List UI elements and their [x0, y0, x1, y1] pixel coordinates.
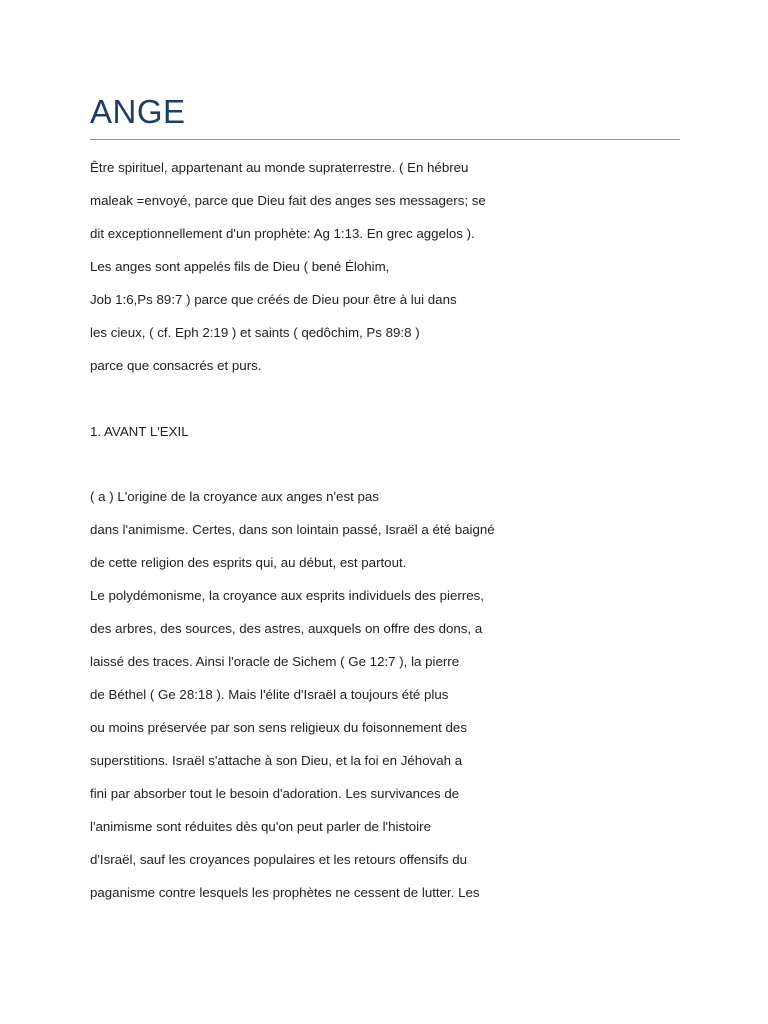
section-line-1: ( a ) L'origine de la croyance aux anges n'est pas	[90, 489, 379, 504]
title-divider	[90, 139, 680, 140]
section-line-3: de cette religion des esprits qui, au début, est partout.	[90, 555, 407, 570]
intro-line-3: dit exceptionnellement d'un prophète: Ag 1:13. En grec aggelos ).	[90, 226, 475, 241]
section-line-7: de Béthel ( Ge 28:18 ). Mais l'élite d'Israël a toujours été plus	[90, 687, 449, 702]
section-line-13: paganisme contre lesquels les prophètes ne cessent de lutter. Les	[90, 885, 480, 900]
section-line-10: fini par absorber tout le besoin d'adoration. Les survivances de	[90, 786, 460, 801]
intro-line-6: les cieux, ( cf. Eph 2:19 ) et saints ( qedôchim, Ps 89:8 )	[90, 325, 420, 340]
intro-line-5: Job 1:6,Ps 89:7 ) parce que créés de Dieu pour être à lui dans	[90, 292, 457, 307]
intro-line-1: Être spirituel, appartenant au monde supraterrestre. ( En hébreu	[90, 160, 469, 175]
intro-line-4: Les anges sont appelés fils de Dieu ( bené Élohim,	[90, 259, 390, 274]
section-line-9: superstitions. Israël s'attache à son Dieu, et la foi en Jéhovah a	[90, 753, 463, 768]
section-line-2: dans l'animisme. Certes, dans son lointain passé, Israël a été baigné	[90, 522, 495, 537]
section-line-6: laissé des traces. Ainsi l'oracle de Sichem ( Ge 12:7 ), la pierre	[90, 654, 460, 669]
section-line-5: des arbres, des sources, des astres, auxquels on offre des dons, a	[90, 621, 483, 636]
section-line-11: l'animisme sont réduites dès qu'on peut parler de l'histoire	[90, 819, 431, 834]
section-line-8: ou moins préservée par son sens religieux du foisonnement des	[90, 720, 467, 735]
section-heading: 1. AVANT L'EXIL	[90, 424, 189, 439]
page-title: ANGE	[90, 93, 186, 130]
intro-line-2: maleak =envoyé, parce que Dieu fait des anges ses messagers; se	[90, 193, 486, 208]
section-line-12: d'Israël, sauf les croyances populaires et les retours offensifs du	[90, 852, 468, 867]
section-line-4: Le polydémonisme, la croyance aux esprits individuels des pierres,	[90, 588, 484, 603]
intro-line-7: parce que consacrés et purs.	[90, 358, 262, 373]
